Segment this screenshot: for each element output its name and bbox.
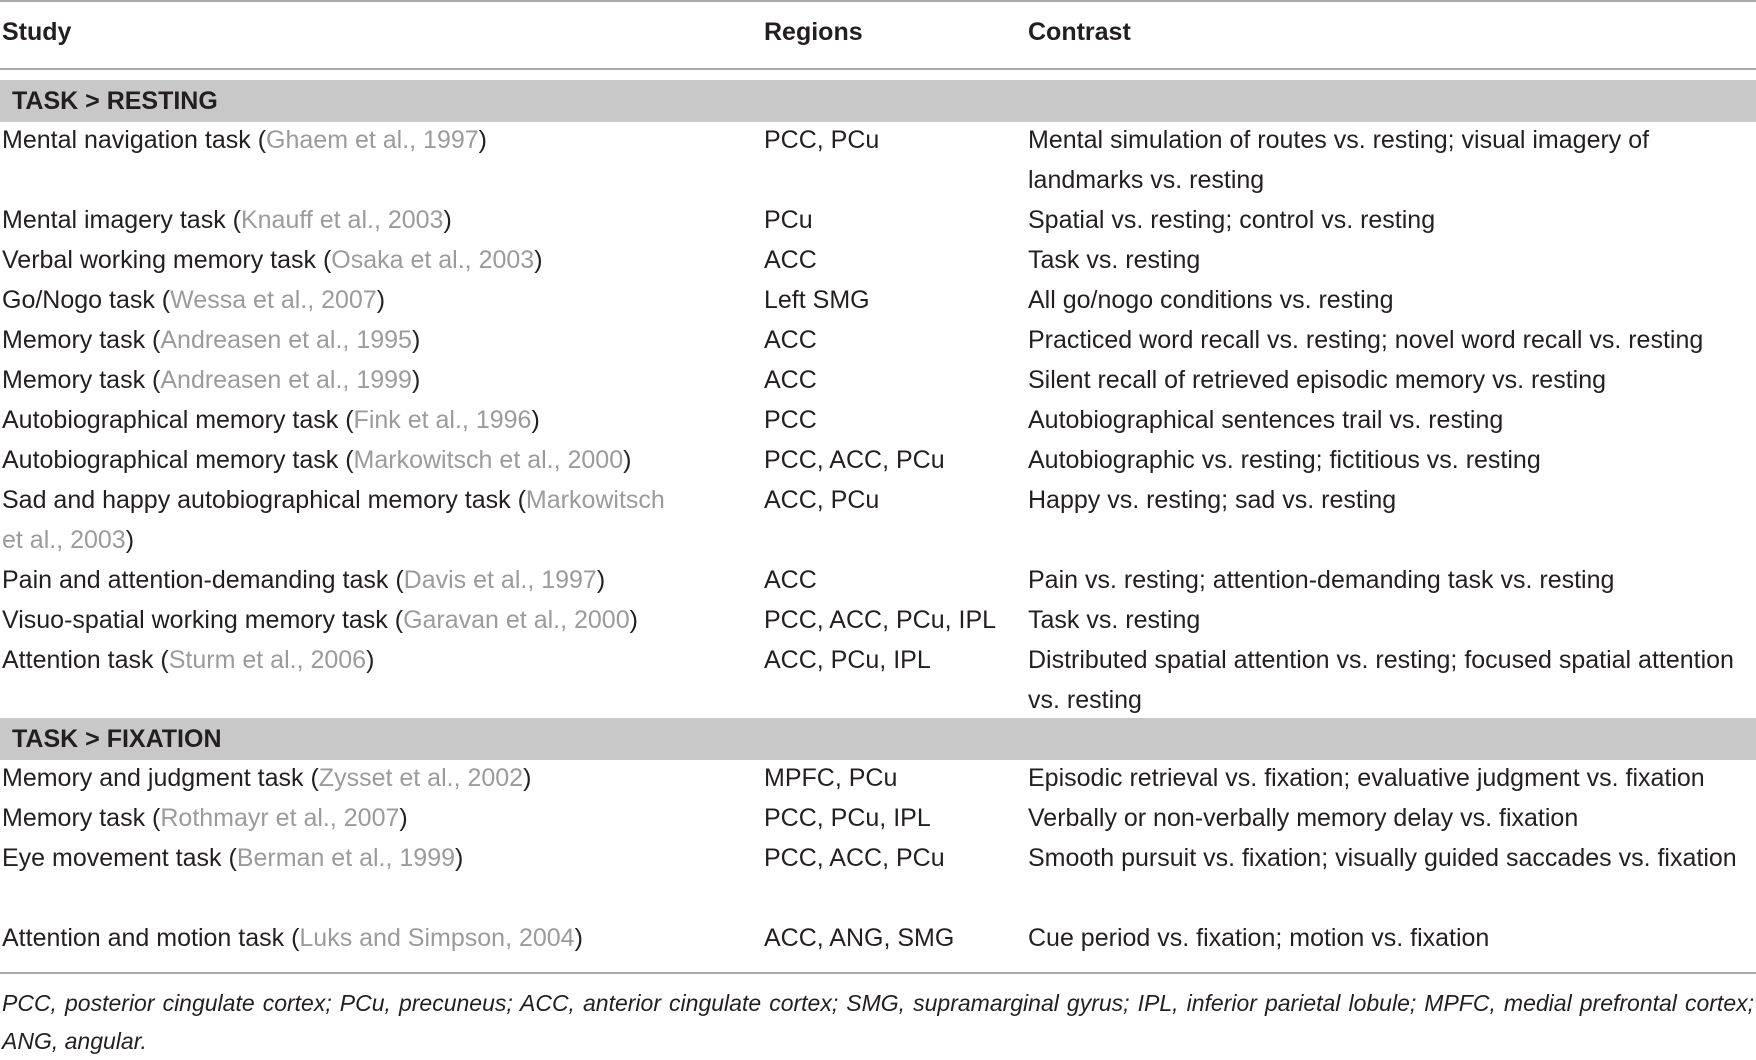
study-cell (2, 600, 692, 640)
task-text: Memory task ( (2, 326, 161, 354)
study-cell (2, 758, 692, 798)
paren: ) (443, 206, 452, 234)
study-cell (2, 440, 692, 480)
paren: ) (399, 804, 408, 832)
header-contrast: Contrast (1028, 18, 1131, 46)
citation-link[interactable]: Markowitsch et al., 2003 (2, 486, 665, 554)
regions-cell: ACC (764, 366, 817, 394)
task-text: Eye movement task ( (2, 844, 237, 872)
task-text: Verbal working memory task ( (2, 246, 332, 274)
paren: ) (531, 406, 540, 434)
citation-link[interactable]: Andreasen et al., 1999 (160, 366, 412, 394)
study-cell (2, 240, 692, 280)
task-text: Mental imagery task ( (2, 206, 241, 234)
section-band-fixation (0, 718, 1756, 760)
citation-link[interactable]: Knauff et al., 2003 (240, 206, 444, 234)
top-rule (0, 0, 1756, 2)
regions-cell: PCu (764, 206, 813, 234)
citation-link[interactable]: Davis et al., 1997 (403, 566, 597, 594)
task-text: Sad and happy autobiographical memory task ( (2, 486, 526, 514)
task-text: Visuo-spatial working memory task ( (2, 606, 404, 634)
study-cell (2, 918, 692, 958)
task-text: Memory task ( (2, 804, 161, 832)
citation-link[interactable]: Andreasen et al., 1995 (160, 326, 412, 354)
study-cell (2, 400, 692, 440)
regions-cell: PCC, PCu, IPL (764, 804, 931, 832)
study-cell (2, 640, 692, 680)
paren: ) (366, 646, 375, 674)
task-text: Go/Nogo task ( (2, 286, 171, 314)
contrast-cell: Happy vs. resting; sad vs. resting (1028, 486, 1397, 514)
contrast-cell: Spatial vs. resting; control vs. resting (1028, 206, 1436, 234)
contrast-cell: Silent recall of retrieved episodic memory vs. resting (1028, 366, 1607, 394)
abbreviations-footnote: PCC, posterior cingulate cortex; PCu, precuneus; ACC, anterior cingulate cortex; SMG, supramarginal gyrus; IPL, inferior parietal lobule; MPFC, medial prefrontal cortex; ANG, angular. (2, 990, 1754, 1054)
regions-cell: ACC (764, 246, 817, 274)
study-cell (2, 200, 692, 240)
section-label: TASK > RESTING (12, 87, 218, 115)
task-text: Mental navigation task ( (2, 126, 267, 154)
citation-link[interactable]: Ghaem et al., 1997 (266, 126, 479, 154)
regions-cell: ACC, PCu, IPL (764, 646, 931, 674)
study-cell (2, 320, 692, 360)
task-text: Memory and judgment task ( (2, 764, 319, 792)
regions-cell: MPFC, PCu (764, 764, 898, 792)
regions-cell: PCC, ACC, PCu (764, 844, 945, 872)
regions-cell: PCC, ACC, PCu (764, 446, 945, 474)
contrast-cell: Smooth pursuit vs. fixation; visually guided saccades vs. fixation (1028, 844, 1737, 872)
regions-cell: ACC (764, 326, 817, 354)
footer-rule (0, 972, 1756, 974)
header-rule (0, 68, 1756, 70)
study-cell (2, 280, 692, 320)
paren: ) (574, 924, 583, 952)
task-text: Autobiographical memory task ( (2, 406, 354, 434)
citation-link[interactable]: Fink et al., 1996 (353, 406, 532, 434)
contrast-cell: Cue period vs. fixation; motion vs. fixation (1028, 924, 1490, 952)
regions-cell: PCC, ACC, PCu, IPL (764, 606, 997, 634)
citation-link[interactable]: Sturm et al., 2006 (168, 646, 367, 674)
regions-cell: Left SMG (764, 286, 870, 314)
task-text: Autobiographical memory task ( (2, 446, 354, 474)
contrast-cell: All go/nogo conditions vs. resting (1028, 286, 1394, 314)
paren: ) (411, 366, 421, 394)
study-cell (2, 120, 692, 160)
contrast-cell: Pain vs. resting; attention-demanding task vs. resting (1028, 566, 1615, 594)
regions-cell: ACC, ANG, SMG (764, 924, 955, 952)
paren: ) (125, 526, 135, 554)
citation-link[interactable]: Markowitsch et al., 2000 (353, 446, 624, 474)
section-band-resting (0, 80, 1756, 122)
regions-cell: ACC, PCu (764, 486, 880, 514)
contrast-cell: Autobiographical sentences trail vs. resting (1028, 406, 1504, 434)
study-cell (2, 798, 692, 838)
paren: ) (534, 246, 543, 274)
citation-link[interactable]: Garavan et al., 2000 (403, 606, 630, 634)
citation-link[interactable]: Wessa et al., 2007 (170, 286, 377, 314)
study-cell (2, 560, 692, 600)
header-study: Study (2, 18, 72, 46)
task-text: Memory task ( (2, 366, 161, 394)
paren: ) (629, 606, 638, 634)
citation-link[interactable]: Zysset et al., 2002 (318, 764, 524, 792)
study-cell (2, 838, 692, 878)
task-text: Pain and attention-demanding task ( (2, 566, 404, 594)
contrast-cell: Verbally or non-verbally memory delay vs. fixation (1028, 804, 1579, 832)
study-cell (2, 360, 692, 400)
task-text: Attention and motion task ( (2, 924, 300, 952)
task-text: Attention task ( (2, 646, 169, 674)
citation-link[interactable]: Berman et al., 1999 (236, 844, 456, 872)
header-regions: Regions (764, 18, 863, 46)
contrast-cell: Task vs. resting (1028, 606, 1201, 634)
regions-cell: ACC (764, 566, 817, 594)
regions-cell: PCC, PCu (764, 126, 880, 154)
paren: ) (411, 326, 421, 354)
contrast-cell: Task vs. resting (1028, 246, 1201, 274)
contrast-cell: Distributed spatial attention vs. resting; focused spatial attention vs. resting (1028, 646, 1734, 714)
paren: ) (455, 844, 464, 872)
contrast-cell: Episodic retrieval vs. fixation; evaluative judgment vs. fixation (1028, 764, 1705, 792)
contrast-cell: Autobiographic vs. resting; fictitious vs. resting (1028, 446, 1541, 474)
section-label: TASK > FIXATION (12, 725, 222, 753)
citation-link[interactable]: Rothmayr et al., 2007 (160, 804, 400, 832)
paren: ) (623, 446, 632, 474)
contrast-cell: Practiced word recall vs. resting; novel word recall vs. resting (1028, 326, 1704, 354)
paren: ) (376, 286, 386, 314)
paren: ) (523, 764, 532, 792)
citation-link[interactable]: Luks and Simpson, 2004 (299, 924, 575, 952)
study-cell (2, 480, 692, 560)
contrast-cell: Mental simulation of routes vs. resting; visual imagery of landmarks vs. resting (1028, 126, 1650, 194)
citation-link[interactable]: Osaka et al., 2003 (331, 246, 535, 274)
paren: ) (596, 566, 606, 594)
paren: ) (478, 126, 487, 154)
regions-cell: PCC (764, 406, 817, 434)
